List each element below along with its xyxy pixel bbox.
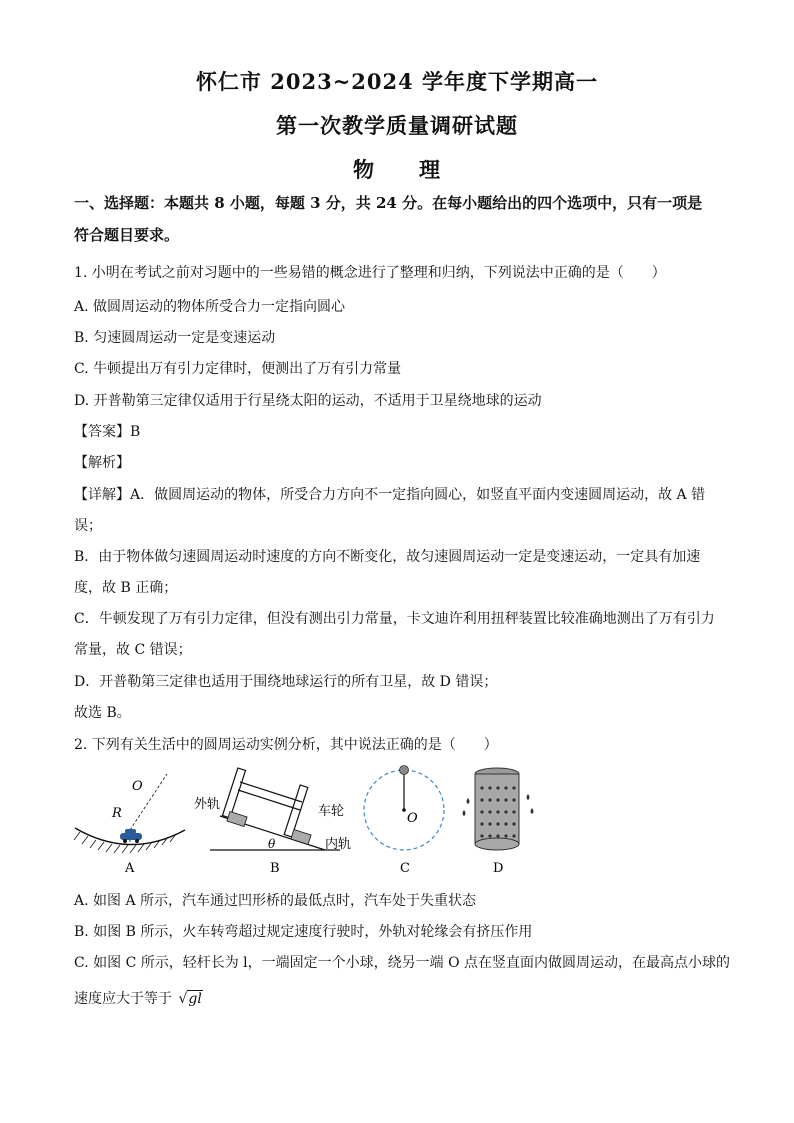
figure-c xyxy=(364,766,444,851)
question-2-option-c: C. 如图 C 所示，轻杆长为 l，一端固定一个小球，绕另一端 O 点在竖直面内做圆周运动，在最高点小球的 xyxy=(74,955,731,971)
question-1-option-d: D. 开普勒第三定律仅适用于行星绕太阳的运动，不适用于卫星绕地球的运动 xyxy=(74,393,542,409)
figure-label-a: A xyxy=(125,861,135,876)
figure-label-c: C xyxy=(400,861,410,876)
question-2-option-b: B. 如图 B 所示，火车转弯超过规定速度行驶时，外轨对轮缘会有挤压作用 xyxy=(74,924,533,940)
option-c-continuation: 速度应大于等于 xyxy=(74,991,172,1007)
figure-b-wheel-label: 车轮 xyxy=(318,804,345,819)
detail-line: 误； xyxy=(74,518,102,534)
figure-c-o-label: O xyxy=(407,811,418,826)
section-heading: 一、选择题：本题共 8 小题，每题 3 分，共 24 分。在每小题给出的四个选项中，只有一项是 xyxy=(74,194,703,212)
figure-b-theta-label: θ xyxy=(268,837,276,851)
figure-b xyxy=(194,768,351,852)
figure-d xyxy=(463,768,534,850)
section-heading-cont: 符合题目要求。 xyxy=(74,226,180,244)
subject-title: 物 理 xyxy=(353,157,441,182)
sqrt-radicand: gl xyxy=(188,991,202,1007)
figure-a-o-label: O xyxy=(132,779,143,794)
detail-line: D．开普勒第三定律也适用于围绕地球运行的所有卫星，故 D 错误； xyxy=(74,674,498,690)
figure-a xyxy=(74,774,185,853)
detail-line: B．由于物体做匀速圆周运动时速度的方向不断变化，故匀速圆周运动一定是变速运动，一定具有加速 xyxy=(74,549,701,565)
question-2-stem: 2. 下列有关生活中的圆周运动实例分析，其中说法正确的是（ ） xyxy=(74,737,498,753)
figure-b-outer-rail-label: 外轨 xyxy=(194,797,221,812)
detail-line: 常量，故 C 错误； xyxy=(74,642,192,658)
figure-label-b: B xyxy=(270,861,280,876)
question-2-option-a: A. 如图 A 所示，汽车通过凹形桥的最低点时，汽车处于失重状态 xyxy=(74,893,477,909)
exam-title: 怀仁市 2023~2024 学年度下学期高一 xyxy=(195,69,599,94)
exam-subtitle: 第一次教学质量调研试题 xyxy=(276,113,518,138)
question-1-stem: 1. 小明在考试之前对习题中的一些易错的概念进行了整理和归纳，下列说法中正确的是（ ） xyxy=(74,265,666,281)
figure-label-d: D xyxy=(493,861,504,876)
analysis-label: 【解析】 xyxy=(74,455,130,471)
sqrt-sign-icon: √ xyxy=(178,991,188,1007)
detail-line: C．牛顿发现了万有引力定律，但没有测出引力常量，卡文迪许利用扭秤装置比较准确地测出了万有引力 xyxy=(74,611,715,627)
question-2-figure xyxy=(70,760,550,880)
detail-line: 度，故 B 正确； xyxy=(74,580,178,596)
detail-line: 【详解】A．做圆周运动的物体，所受合力方向不一定指向圆心，如竖直平面内变速圆周运动，故 A 错 xyxy=(74,487,706,503)
question-1-option-b: B. 匀速圆周运动一定是变速运动 xyxy=(74,330,276,346)
figure-a-r-label: R xyxy=(112,806,122,821)
sqrt-expression xyxy=(178,991,202,1007)
detail-line: 故选 B。 xyxy=(74,705,131,721)
question-1-option-a: A. 做圆周运动的物体所受合力一定指向圆心 xyxy=(74,299,346,315)
question-2-option-c-cont xyxy=(74,988,724,1008)
question-1-option-c: C. 牛顿提出万有引力定律时，便测出了万有引力常量 xyxy=(74,361,402,377)
figure-b-inner-rail-label: 内轨 xyxy=(325,837,352,852)
answer-label: 【答案】B xyxy=(74,424,141,440)
